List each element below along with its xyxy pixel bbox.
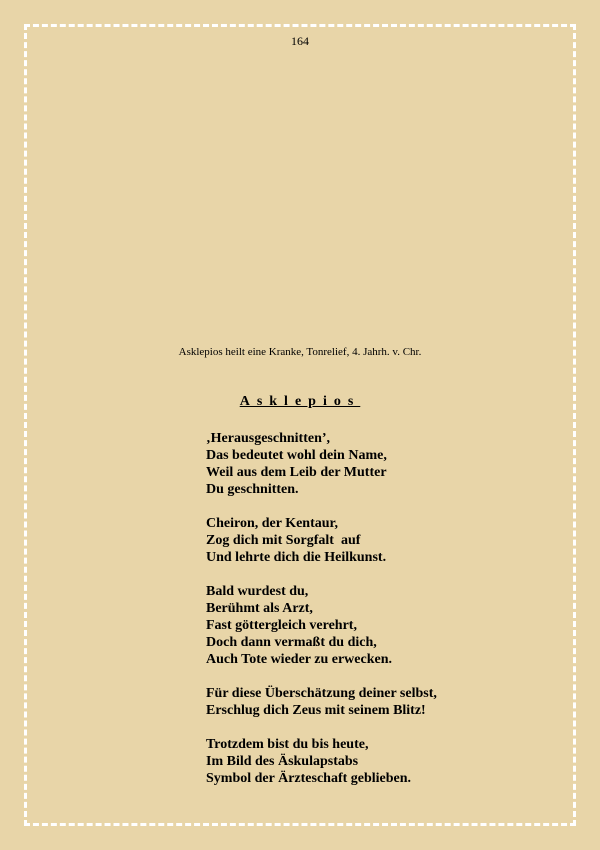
stanza-1 — [206, 430, 546, 498]
page-number: 164 — [291, 34, 309, 48]
stanza-4 — [206, 685, 546, 719]
poem-line: Fast göttergleich verehrt, — [206, 618, 357, 633]
poem-line: Trotzdem bist du bis heute, — [206, 737, 369, 752]
stanza-5 — [206, 736, 546, 787]
poem-line: Erschlug dich Zeus mit seinem Blitz! — [206, 703, 426, 718]
poem-body — [206, 430, 546, 804]
poem-line: Im Bild des Äskulapstabs — [206, 754, 359, 769]
stanza-2 — [206, 515, 546, 566]
poem-line: Weil aus dem Leib der Mutter — [206, 465, 387, 480]
poem-title: Asklepios — [239, 394, 361, 409]
stanza-3 — [206, 583, 546, 668]
poem-line: Berühmt als Arzt, — [206, 601, 313, 616]
poem-line: Bald wurdest du, — [206, 584, 309, 599]
poem-line: Auch Tote wieder zu erwecken. — [206, 652, 392, 667]
poem-line: Für diese Überschätzung deiner selbst, — [206, 686, 437, 701]
image-caption: Asklepios heilt eine Kranke, Tonrelief, 4. Jahrh. v. Chr. — [178, 346, 422, 358]
poem-line: Du geschnitten. — [206, 482, 299, 497]
poem-line: Und lehrte dich die Heilkunst. — [206, 550, 387, 565]
poem-line: Das bedeutet wohl dein Name, — [206, 448, 387, 463]
poem-line: Symbol der Ärzteschaft geblieben. — [206, 771, 412, 786]
poem-line: ‚Herausgeschnitten’, — [206, 431, 331, 446]
poem-line: Cheiron, der Kentaur, — [206, 516, 338, 531]
poem-line: Doch dann vermaßt du dich, — [206, 635, 377, 650]
poem-line: Zog dich mit Sorgfalt auf — [206, 533, 361, 548]
